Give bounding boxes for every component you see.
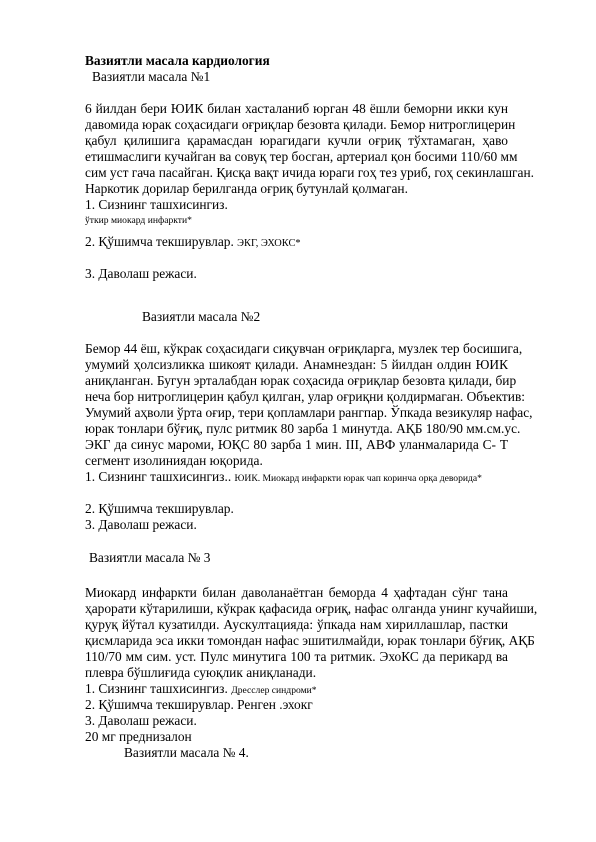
case2-answer-diagnosis: ЮИК. Миокард инфаркти юрак чап коринча орқа деворида*	[234, 473, 482, 484]
case3-answer-diagnosis: Дресслер синдроми*	[231, 685, 317, 696]
case1-answer-tests: ЭКГ, ЭХОКС*	[237, 238, 301, 249]
case2-text-line: неча бор нитроглицерин қабул қилган, улар оғриқни қолдирмаган. Объектив:	[85, 389, 525, 404]
case3-text-line: қуруқ йўтал кузатилди. Аускултацияда: ўпкада нам хириллашлар, пастки	[85, 617, 508, 632]
case1-question-diagnosis: 1. Сизнинг ташхисингиз.	[85, 197, 228, 212]
case2-text-line: умумий ҳолсизликка шикоят қилади. Анамнездан: 5 йилдан олдин ЮИК	[85, 357, 508, 372]
case2-text-line: ЭКГ да синус мароми, ЮҚС 80 зарба 1 мин. III, АВФ уланмаларида С- Т	[85, 437, 508, 452]
case3-treatment-note: 20 мг преднизалон	[85, 729, 192, 744]
case3-heading: Вазиятли масала № 3	[89, 550, 211, 565]
case1-question-tests: 2. Қўшимча текширувлар. ЭКГ, ЭХОКС*	[85, 234, 301, 249]
case3-text-line: қисмларида эса икки томондан нафас эшитилмайди, юрак тонлари бўғиқ, АҚБ	[85, 633, 535, 648]
case3-text-line: ҳарорати кўтарилиши, кўкрак қафасида оғриқ, нафас олганда унинг кучайиши,	[85, 601, 538, 616]
case1-text-line: қабул қилишига қарамасдан юрагидаги кучли оғриқ тўхтамаган, ҳаво	[85, 133, 508, 148]
case2-text-line: Бемор 44 ёш, кўкрак соҳасидаги сиқувчан оғриқларга, музлек тер босишига,	[85, 341, 523, 356]
case3-text-line: 110/70 мм сим. уст. Пулс минутига 100 та ритмик. ЭхоКС да перикард ва	[85, 649, 508, 664]
case3-question-treatment: 3. Даволаш режаси.	[85, 713, 197, 728]
case1-text-line: давомида юрак соҳасидаги оғриқлар безовта қилади. Бемор нитроглицерин	[85, 117, 516, 132]
case2-question-tests: 2. Қўшимча текширувлар.	[85, 501, 234, 516]
case2-text-line: аниқланган. Бугун эрталабдан юрак соҳасида оғриқлар безовта қилади, бир	[85, 373, 517, 388]
case1-question-treatment: 3. Даволаш режаси.	[85, 266, 197, 281]
case3-text-line: Миокард инфаркти билан даволанаётган беморда 4 ҳафтадан сўнг тана	[85, 585, 508, 600]
case1-text-line: Наркотик дорилар берилганда оғриқ бутунлай қолмаган.	[85, 181, 408, 196]
case2-question-diagnosis: 1. Сизнинг ташхисингиз.. ЮИК. Миокард инфаркти юрак чап коринча орқа деворида*	[85, 469, 482, 484]
case1-text-line: етишмаслиги кучайган ва совуқ тер босган, артериал қон босими 110/60 мм	[85, 149, 518, 164]
case2-text-line: Умумий аҳволи ўрта оғир, тери қопламлари рангпар. Ўпкада везикуляр нафас,	[85, 405, 533, 420]
document-title: Вазиятли масала кардиология	[85, 53, 270, 68]
case1-text-line: сим уст гача пасайган. Қисқа вақт ичида юраги гоҳ тез уриб, гоҳ секинлашган.	[85, 165, 534, 180]
case1-text-line: 6 йилдан бери ЮИК билан хасталаниб юрган 48 ёшли беморни икки кун	[85, 101, 508, 116]
case2-heading: Вазиятли масала №2	[142, 309, 261, 324]
case1-answer-diagnosis: ўткир миокард инфаркти*	[85, 215, 192, 226]
case4-heading: Вазиятли масала № 4.	[124, 745, 249, 760]
case2-question-treatment: 3. Даволаш режаси.	[85, 517, 197, 532]
case3-question-diagnosis: 1. Сизнинг ташхисингиз. Дресслер синдроми*	[85, 681, 317, 696]
case1-heading: Вазиятли масала №1	[92, 69, 211, 84]
case3-question-tests: 2. Қўшимча текширувлар. Ренген .эхокг	[85, 697, 313, 712]
case3-text-line: плевра бўшлиғида суюқлик аниқланади.	[85, 665, 317, 680]
case2-text-line: юрак тонлари бўғиқ, пулс ритмик 80 зарба 1 минутда. АҚБ 180/90 мм.см.ус.	[85, 421, 521, 436]
case2-text-line: сегмент изолиниядан юқорида.	[85, 453, 263, 468]
